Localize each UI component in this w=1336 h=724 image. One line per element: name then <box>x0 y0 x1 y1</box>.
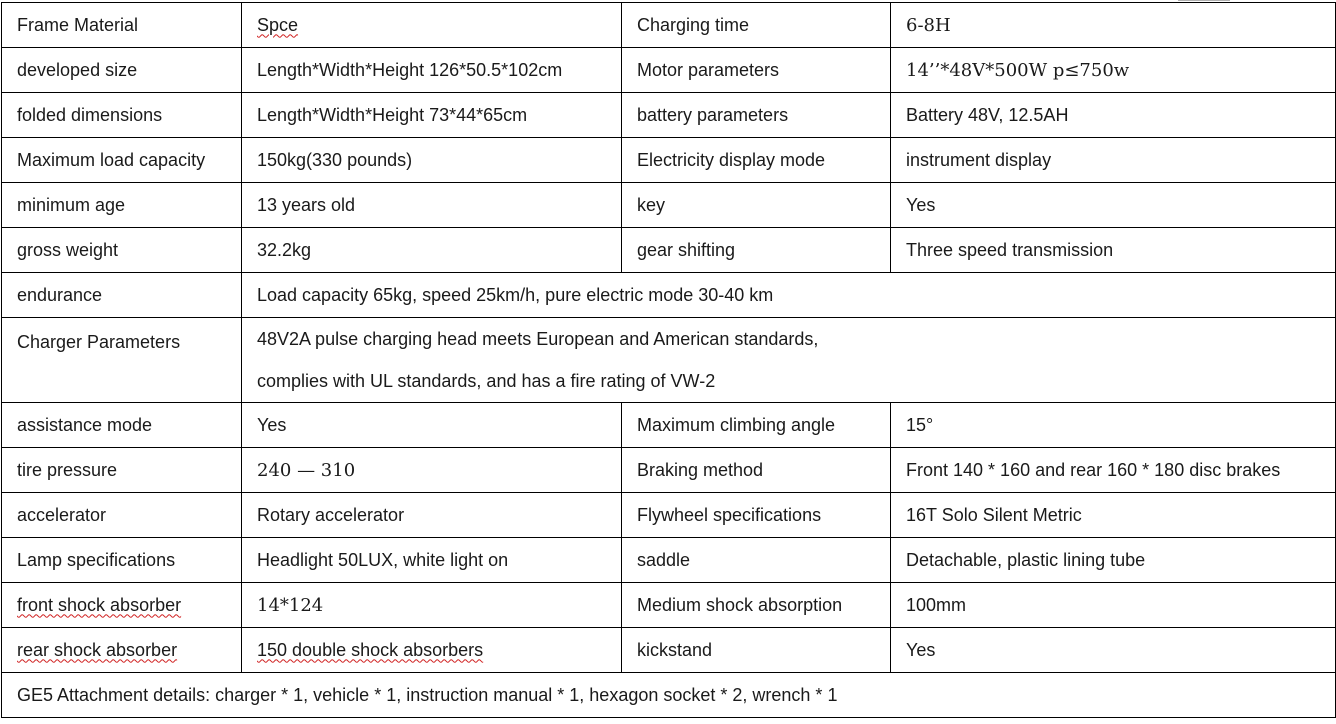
spec-value: Yes <box>891 183 1336 228</box>
spec-value: 100mm <box>891 583 1336 628</box>
table-row <box>2 493 1336 538</box>
table-row <box>2 48 1336 93</box>
spec-value-line: complies with UL standards, and has a fire rating of VW-2 <box>257 371 716 391</box>
spec-label: minimum age <box>2 183 242 228</box>
spec-label: saddle <box>622 538 891 583</box>
spec-label: Charging time <box>622 3 891 48</box>
spec-label: gear shifting <box>622 228 891 273</box>
table-row <box>2 183 1336 228</box>
table-row <box>2 273 1336 318</box>
spec-value: 16T Solo Silent Metric <box>891 493 1336 538</box>
page-edge-mark <box>1178 0 1230 1</box>
spec-value: Three speed transmission <box>891 228 1336 273</box>
table-row <box>2 318 1336 403</box>
spec-value: 150kg(330 pounds) <box>242 138 622 183</box>
spec-value: Detachable, plastic lining tube <box>891 538 1336 583</box>
spec-value: Front 140 * 160 and rear 160 * 180 disc brakes <box>891 448 1336 493</box>
spec-label: Braking method <box>622 448 891 493</box>
table-row <box>2 3 1336 48</box>
spec-label-text: rear shock absorber <box>17 639 178 660</box>
spec-label: Lamp specifications <box>2 538 242 583</box>
spec-label: Medium shock absorption <box>622 583 891 628</box>
spec-value: Length*Width*Height 73*44*65cm <box>242 93 622 138</box>
table-row <box>2 673 1336 718</box>
spec-label: kickstand <box>622 628 891 673</box>
attachment-details: GE5 Attachment details: charger * 1, vehicle * 1, instruction manual * 1, hexagon socket * 2, wrench * 1 <box>2 673 1336 718</box>
table-row <box>2 448 1336 493</box>
spec-label: battery parameters <box>622 93 891 138</box>
spec-value: Length*Width*Height 126*50.5*102cm <box>242 48 622 93</box>
table-row <box>2 403 1336 448</box>
spec-value: 32.2kg <box>242 228 622 273</box>
spec-value: 15° <box>891 403 1336 448</box>
spec-value: Load capacity 65kg, speed 25km/h, pure electric mode 30-40 km <box>242 273 1336 318</box>
spec-label <box>2 628 242 673</box>
spec-label: endurance <box>2 273 242 318</box>
table-row <box>2 583 1336 628</box>
table-row <box>2 628 1336 673</box>
spec-label: Flywheel specifications <box>622 493 891 538</box>
spec-value: 240 — 310 <box>242 448 622 493</box>
spec-value-text: 150 double shock absorbers <box>257 639 484 660</box>
spec-value-text: Spce <box>257 14 299 35</box>
spec-value: 13 years old <box>242 183 622 228</box>
spec-label: Frame Material <box>2 3 242 48</box>
table-row <box>2 138 1336 183</box>
spec-label-text: Charger Parameters <box>17 332 181 352</box>
spec-value: Yes <box>891 628 1336 673</box>
spec-label: assistance mode <box>2 403 242 448</box>
spec-label: folded dimensions <box>2 93 242 138</box>
spec-label: accelerator <box>2 493 242 538</box>
spec-value: Headlight 50LUX, white light on <box>242 538 622 583</box>
spec-value: Yes <box>242 403 622 448</box>
spec-value <box>242 3 622 48</box>
spec-value <box>242 318 1336 403</box>
spec-value: 14*124 <box>242 583 622 628</box>
spec-label: Motor parameters <box>622 48 891 93</box>
spec-value-line: 48V2A pulse charging head meets European and American standards, <box>257 329 819 349</box>
spec-label <box>2 583 242 628</box>
table-row <box>2 228 1336 273</box>
spec-label: developed size <box>2 48 242 93</box>
spec-label: Maximum load capacity <box>2 138 242 183</box>
spec-label: key <box>622 183 891 228</box>
spec-value: 14’’*48V*500W p≤750w <box>891 48 1336 93</box>
spec-table <box>1 2 1336 718</box>
spec-value: Rotary accelerator <box>242 493 622 538</box>
table-row <box>2 93 1336 138</box>
spec-label-text: front shock absorber <box>17 594 182 615</box>
spec-label: Maximum climbing angle <box>622 403 891 448</box>
spec-label <box>2 318 242 403</box>
spec-value <box>242 628 622 673</box>
spec-value: Battery 48V, 12.5AH <box>891 93 1336 138</box>
spec-label: tire pressure <box>2 448 242 493</box>
spec-value: instrument display <box>891 138 1336 183</box>
spec-value: 6-8H <box>891 3 1336 48</box>
spec-label: Electricity display mode <box>622 138 891 183</box>
spec-label: gross weight <box>2 228 242 273</box>
table-row <box>2 538 1336 583</box>
